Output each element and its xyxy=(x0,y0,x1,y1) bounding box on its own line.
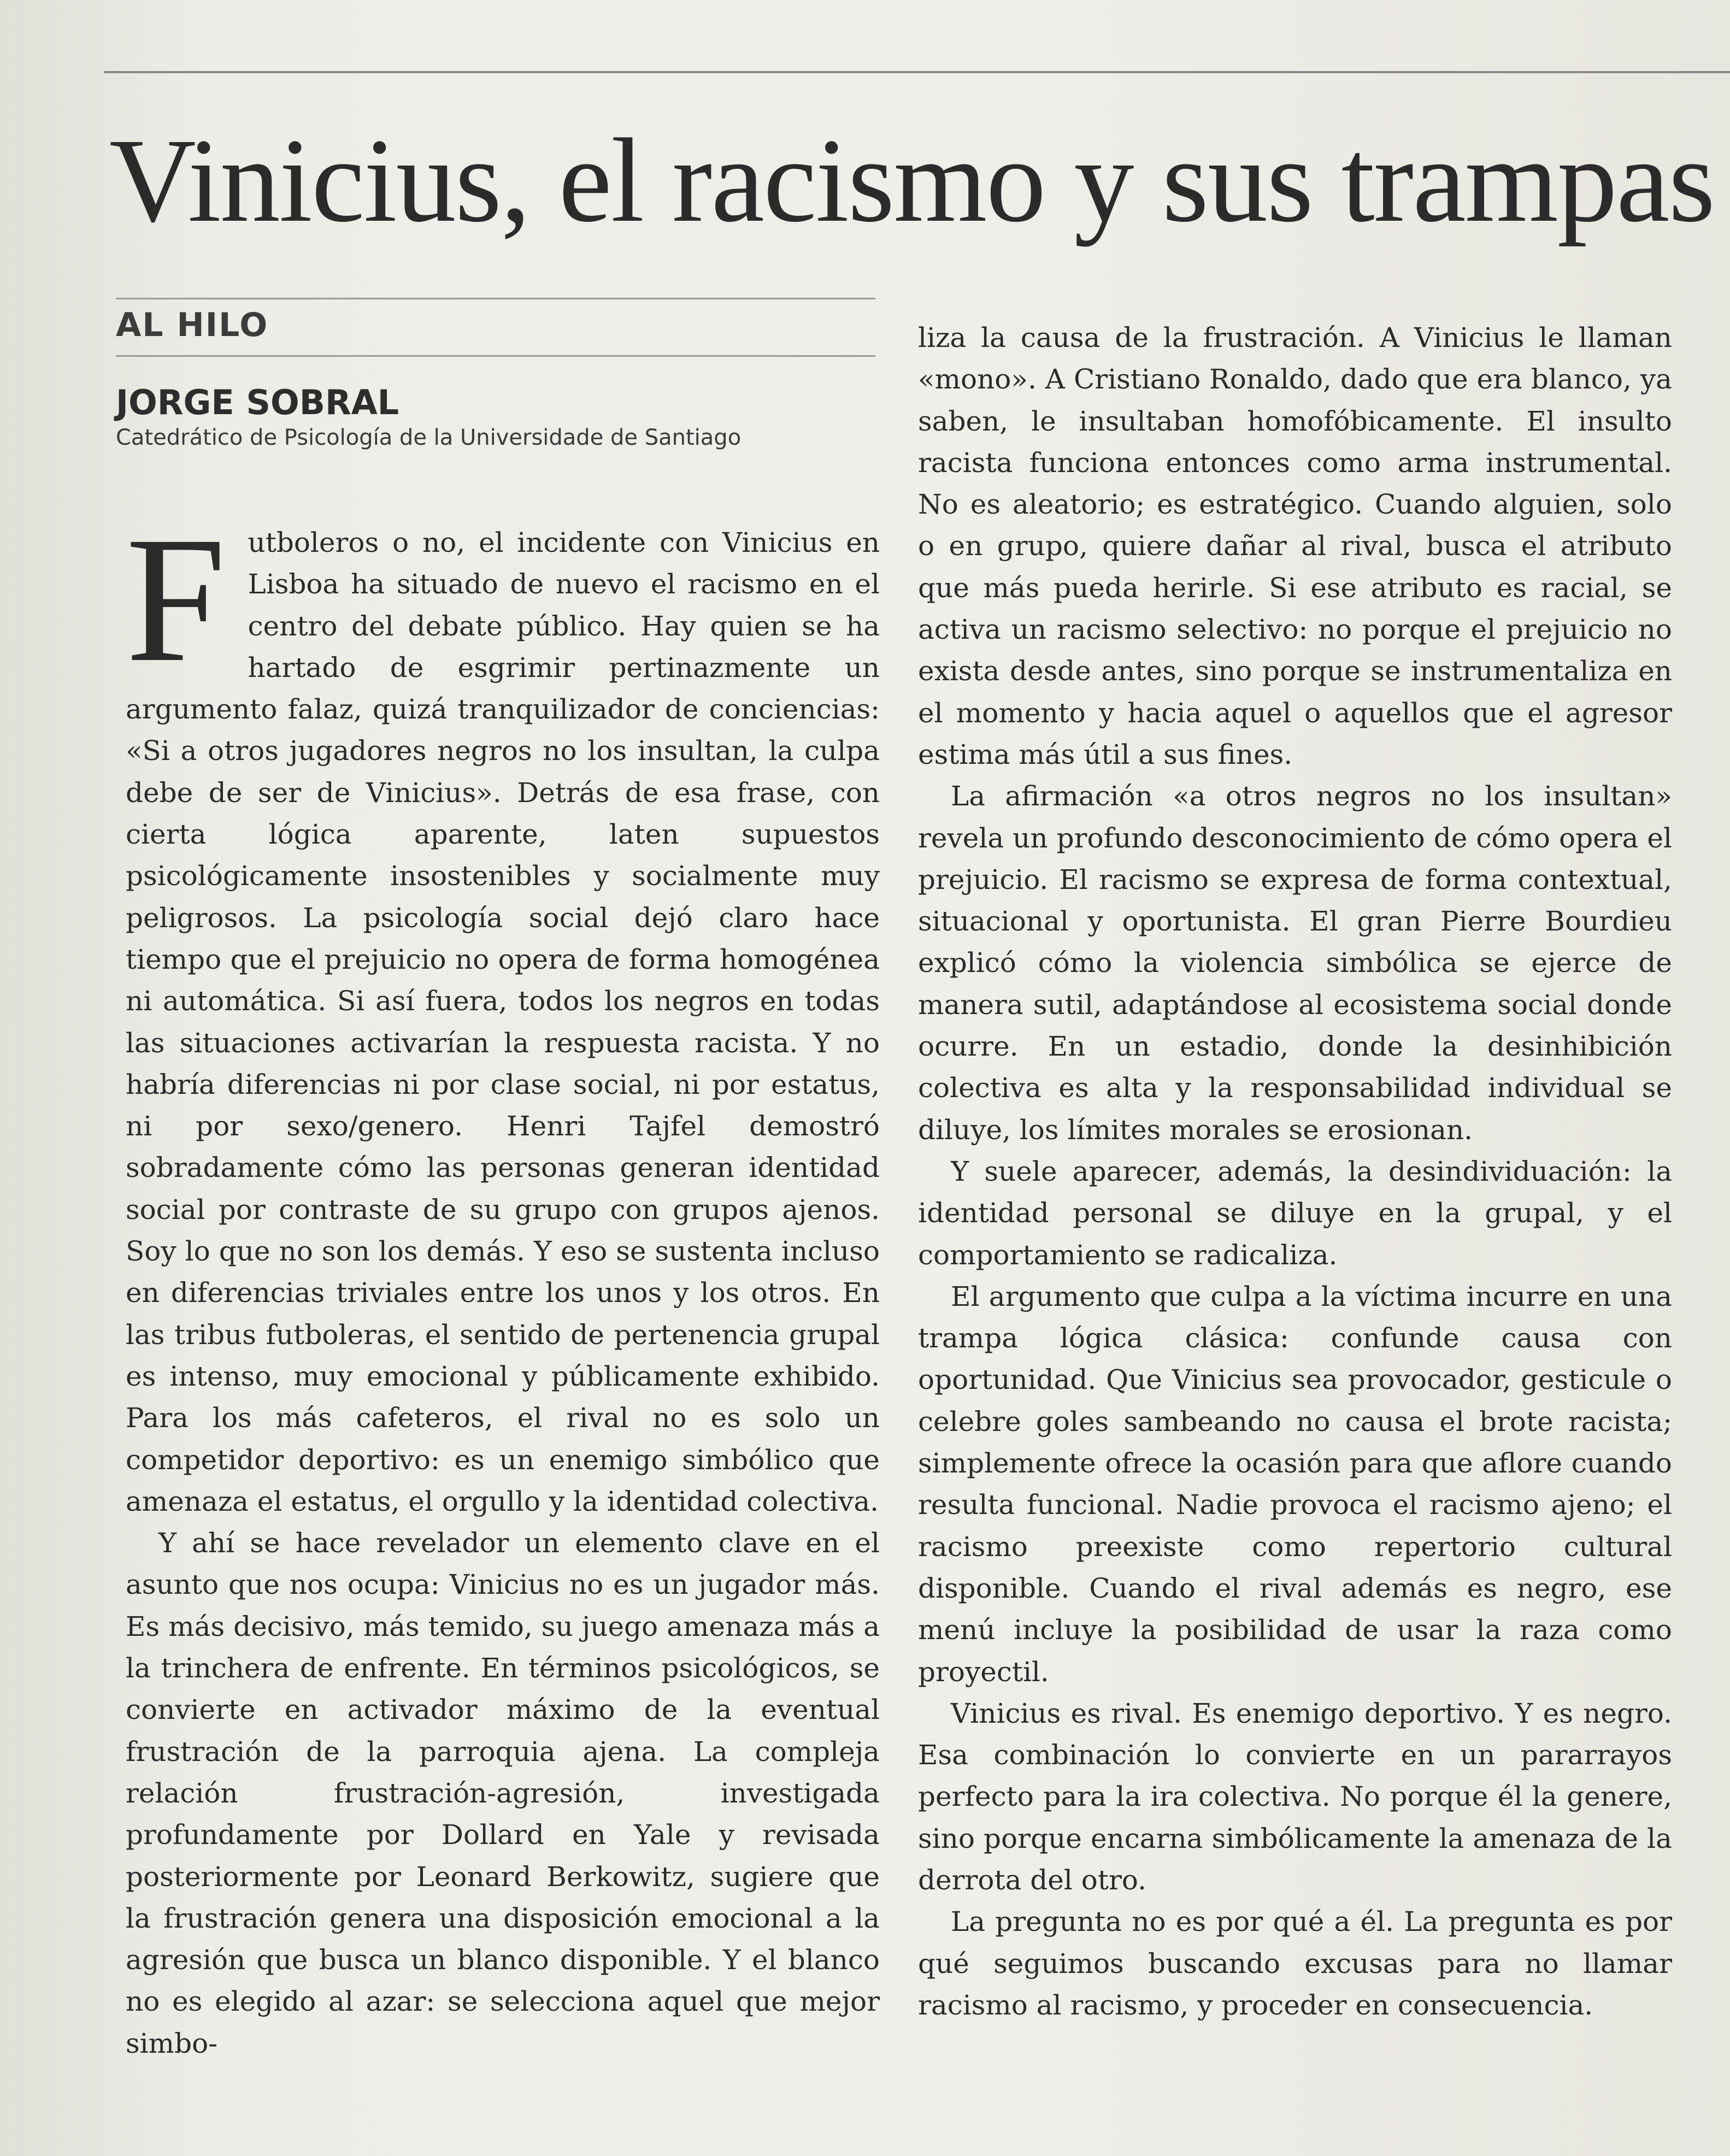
paragraph-8: La pregunta no es por qué a él. La pregunta es por qué seguimos buscando excusas para no llamar racismo al racismo, y proceder en consecuencia. xyxy=(918,1906,1672,2021)
article-column-1 xyxy=(126,500,880,2064)
article-column-2 xyxy=(918,317,1672,2026)
paragraph-1-text: utboleros o no, el incidente con Vinicius en Lisboa ha situado de nuevo el racismo en el centro del debate público. Hay quien se ha hartado de esgrimir pertinazmente un argumento falaz, quizá tranquilizador de conciencias: «Si a otros jugadores negros no los insultan, la culpa debe de ser de Vinicius». Detrás de esa frase, con cierta lógica aparente, laten supuestos psicológicamente insostenibles y socialmente muy peligrosos. La psicología social dejó claro hace tiempo que el prejuicio no opera de forma homogénea ni automática. Si así fuera, todos los negros en todas las situaciones activarían la respuesta racista. Y no habría diferencias ni por clase social, ni por estatus, ni por sexo/genero. Henri Tajfel demostró sobradamente cómo las personas generan identidad social por contraste de su grupo con grupos ajenos. Soy lo que no son los demás. Y eso se sustenta incluso en diferencias triviales entre los unos y los otros. En las tribus futboleras, el sentido de pertenencia grupal es intenso, muy emocional y públicamente exhibido. Para los más cafeteros, el rival no es solo un competidor deportivo: es un enemigo simbólico que amenaza el estatus, el orgullo y la identidad colectiva. xyxy=(126,527,880,1517)
section-rule-top xyxy=(116,298,875,299)
author-role: Catedrático de Psicología de la Universidade de Santiago xyxy=(116,425,742,450)
top-rule xyxy=(104,71,1730,73)
paragraph-4: La afirmación «a otros negros no los insultan» revela un profundo desconocimiento de cómo opera el prejuicio. El racismo se expresa de forma contextual, situacional y oportunista. El gran Pierre Bourdieu explicó cómo la violencia simbólica se ejerce de manera sutil, adaptándose al ecosistema social donde ocurre. En un estadio, donde la desinhibición colectiva es alta y la responsabilidad individual se diluye, los límites morales se erosionan. xyxy=(918,780,1672,1146)
paragraph-7: Vinicius es rival. Es enemigo deportivo. Y es negro. Esa combinación lo convierte en un pararrayos perfecto para la ira colectiva. No porque él la genere, sino porque encarna simbólicamente la amenaza de la derrota del otro. xyxy=(918,1697,1672,1896)
paragraph-6: El argumento que culpa a la víctima incurre en una trampa lógica clásica: confunde causa con oportunidad. Que Vinicius sea provocador, gesticule o celebre goles sambeando no causa el brote racista; simplemente ofrece la ocasión para que aflore cuando resulta funcional. Nadie provoca el racismo ajeno; el racismo preexiste como repertorio cultural disponible. Cuando el rival además es negro, ese menú incluye la posibilidad de usar la raza como proyectil. xyxy=(918,1280,1672,1688)
drop-cap: F xyxy=(126,500,226,699)
paragraph-5: Y suele aparecer, además, la desindividuación: la identidad personal se diluye en la grupal, y el comportamiento se radicaliza. xyxy=(918,1155,1672,1271)
paragraph-2: Y ahí se hace revelador un elemento clave en el asunto que nos ocupa: Vinicius no es un jugador más. Es más decisivo, más temido, su juego amenaza más a la trinchera de enfrente. En términos psicológicos, se convierte en activador máximo de la eventual frustración de la parroquia ajena. La compleja relación frustración-agresión, investigada profundamente por Dollard en Yale y revisada posteriormente por Leonard Berkowitz, sugiere que la frustración genera una disposición emocional a la agresión que busca un blanco disponible. Y el blanco no es elegido al azar: se selecciona aquel que mejor simbo- xyxy=(126,1527,880,2059)
author-name: JORGE SOBRAL xyxy=(116,382,399,422)
paragraph-1 xyxy=(126,500,880,1522)
headline: Vinicius, el racismo y sus trampas xyxy=(109,114,1715,247)
section-label: AL HILO xyxy=(116,306,269,344)
paragraph-3: liza la causa de la frustración. A Vinicius le llaman «mono». A Cristiano Ronaldo, dado que era blanco, ya saben, le insultaban homofóbicamente. El insulto racista funciona entonces como arma instrumental. No es aleatorio; es estratégico. Cuando alguien, solo o en grupo, quiere dañar al rival, busca el atributo que más pueda herirle. Si ese atributo es racial, se activa un racismo selectivo: no porque el prejuicio no exista desde antes, sino porque se instrumentaliza en el momento y hacia aquel o aquellos que el agresor estima más útil a sus fines. xyxy=(918,322,1672,770)
section-rule-bottom xyxy=(116,355,875,357)
